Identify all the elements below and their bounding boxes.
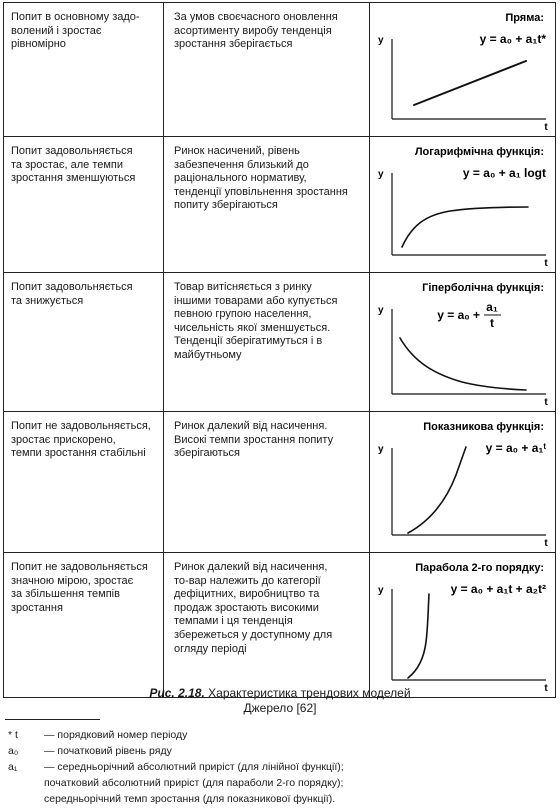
demand-text-line: рівномірно: [11, 38, 66, 51]
market-text-line: певною групою населення,: [174, 308, 312, 321]
market-text-line: Тенденції зберігатимуться і в: [174, 335, 323, 348]
trend-graph-cell: [370, 273, 556, 412]
market-text-line: Ринок насичений, рівень: [174, 145, 300, 157]
formula-numerator: a₁: [486, 300, 498, 314]
figure-label: Рис. 2.18.: [149, 686, 205, 700]
trend-curve: [408, 594, 429, 678]
formula: y = a₀ + a₁t + a₂t²: [450, 582, 546, 596]
demand-text-line: зростання: [11, 601, 63, 614]
market-text-line: продаж зростають високими: [174, 601, 319, 614]
demand-text-line: волений і зростає: [11, 24, 102, 37]
table-row: [4, 412, 556, 553]
demand-text-line: Попит задовольняється: [11, 145, 133, 157]
formula: y = a₀ +: [437, 308, 480, 322]
trend-graph: [370, 137, 554, 267]
y-axis-label: y: [378, 169, 384, 180]
market-text-line: зберігаються: [174, 447, 240, 460]
trend-curve: [408, 447, 466, 533]
t-axis-label: t: [544, 538, 548, 547]
footnote-text: — середньорічний абсолютний приріст (для лінійної функції);: [44, 761, 344, 773]
trend-graph-cell: [370, 137, 556, 273]
trend-graph-cell: [370, 553, 556, 698]
market-text-line: дефіцитних, виробництво та: [174, 588, 320, 601]
demand-cell: [4, 3, 164, 137]
demand-text-line: зростає прискорено,: [11, 433, 116, 446]
trend-graph-cell: [370, 3, 556, 137]
demand-cell: [4, 273, 164, 412]
market-text-line: то-вар належить до категорії: [174, 574, 321, 587]
table-row: [4, 553, 556, 698]
demand-cell: [4, 412, 164, 553]
formula: y = a₀ + a₁t*: [479, 32, 546, 46]
demand-text-line: значною мірою, зростає: [11, 574, 134, 587]
footnote-symbol: a₁: [8, 761, 18, 773]
footnote-text: початковий абсолютний приріст (для параболи 2-го порядку);: [44, 777, 344, 789]
trend-curve: [400, 338, 526, 390]
t-axis-label: t: [544, 122, 548, 131]
market-cell: [164, 3, 370, 137]
demand-text-line: за збільшення темпів: [11, 588, 120, 601]
demand-text-line: темпи зростання стабільні: [11, 447, 146, 460]
table-row: [4, 137, 556, 273]
demand-text-line: та зростає, але темпи: [11, 158, 124, 171]
table-row: [4, 273, 556, 412]
market-text-line: попиту зберігаються: [174, 199, 278, 212]
function-name: Пряма:: [505, 12, 544, 24]
trend-graph-cell: [370, 412, 556, 553]
trend-graph: [370, 412, 554, 547]
market-text-line: асортименту виробу тенденція: [174, 24, 332, 37]
t-axis-label: t: [544, 258, 548, 267]
function-name: Логарифмічна функція:: [414, 146, 544, 158]
table-row: [4, 3, 556, 137]
footnote-text: — початковий рівень ряду: [44, 745, 172, 757]
market-cell: [164, 273, 370, 412]
demand-text-line: Попит задовольняється: [11, 281, 133, 293]
y-axis-label: y: [378, 305, 384, 316]
trend-curve: [414, 61, 526, 105]
formula: y = a₀ + a₁ logt: [462, 166, 546, 180]
market-text-line: збережеться у доступному для: [174, 628, 333, 641]
market-text-line: Високі темпи зростання попиту: [174, 433, 334, 446]
demand-text-line: Попит не задовольняється: [11, 561, 148, 573]
trend-models-table: [3, 2, 556, 698]
t-axis-label: t: [544, 397, 548, 406]
market-text-line: темпами і ця тенденція: [174, 615, 293, 628]
y-axis-label: y: [378, 444, 384, 455]
market-text-line: Товар витісняється з ринку: [174, 281, 312, 293]
trend-graph: [370, 553, 554, 692]
function-name: Парабола 2-го порядку:: [415, 562, 544, 574]
market-text-line: іншими товарами або купується: [174, 294, 338, 307]
demand-cell: [4, 137, 164, 273]
market-text-line: тенденції уповільнення зростання: [174, 185, 348, 198]
footnote-divider: [5, 719, 100, 720]
market-text-line: Ринок далекий від насичення,: [174, 561, 328, 573]
market-text-line: раціонального нормативу,: [174, 172, 307, 185]
market-text-line: забезпечення близький до: [174, 158, 309, 171]
demand-cell: [4, 553, 164, 698]
market-text-line: огляду періоді: [174, 642, 247, 655]
market-cell: [164, 137, 370, 273]
market-text-line: чисельність якої зменшується.: [174, 321, 331, 334]
market-cell: [164, 553, 370, 698]
market-text-line: майбутньому: [174, 348, 242, 361]
market-text-line: За умов своєчасного оновлення: [174, 11, 338, 23]
demand-text-line: та знижується: [11, 294, 84, 307]
trend-graph: [370, 273, 554, 406]
figure-source: Джерело [62]: [243, 701, 317, 715]
formula-denominator: t: [490, 316, 494, 330]
demand-text-line: Попит не задовольняється,: [11, 420, 151, 432]
figure-title: Характеристика трендових моделей: [208, 686, 411, 700]
footnote-text: середньорічний темп зростання (для показникової функції).: [44, 793, 336, 805]
demand-text-line: зростання зменшуються: [11, 172, 136, 185]
y-axis-label: y: [378, 585, 384, 596]
t-axis-label: t: [544, 683, 548, 692]
footnote-symbol: * t: [8, 729, 18, 741]
demand-text-line: Попит в основному задо-: [11, 11, 140, 23]
function-name: Показникова функція:: [423, 421, 544, 433]
market-cell: [164, 412, 370, 553]
y-axis-label: y: [378, 35, 384, 46]
formula: y = a₀ + a₁ᵗ: [485, 441, 546, 455]
trend-graph: [370, 3, 554, 131]
function-name: Гіперболічна функція:: [422, 282, 544, 294]
footnote-symbol: a₀: [8, 745, 19, 757]
figure-caption: [0, 686, 560, 716]
market-text-line: зростання зберігається: [174, 38, 293, 51]
footnote-text: — порядковий номер періоду: [44, 729, 188, 741]
trend-curve: [402, 207, 528, 247]
market-text-line: Ринок далекий від насичення.: [174, 420, 328, 432]
